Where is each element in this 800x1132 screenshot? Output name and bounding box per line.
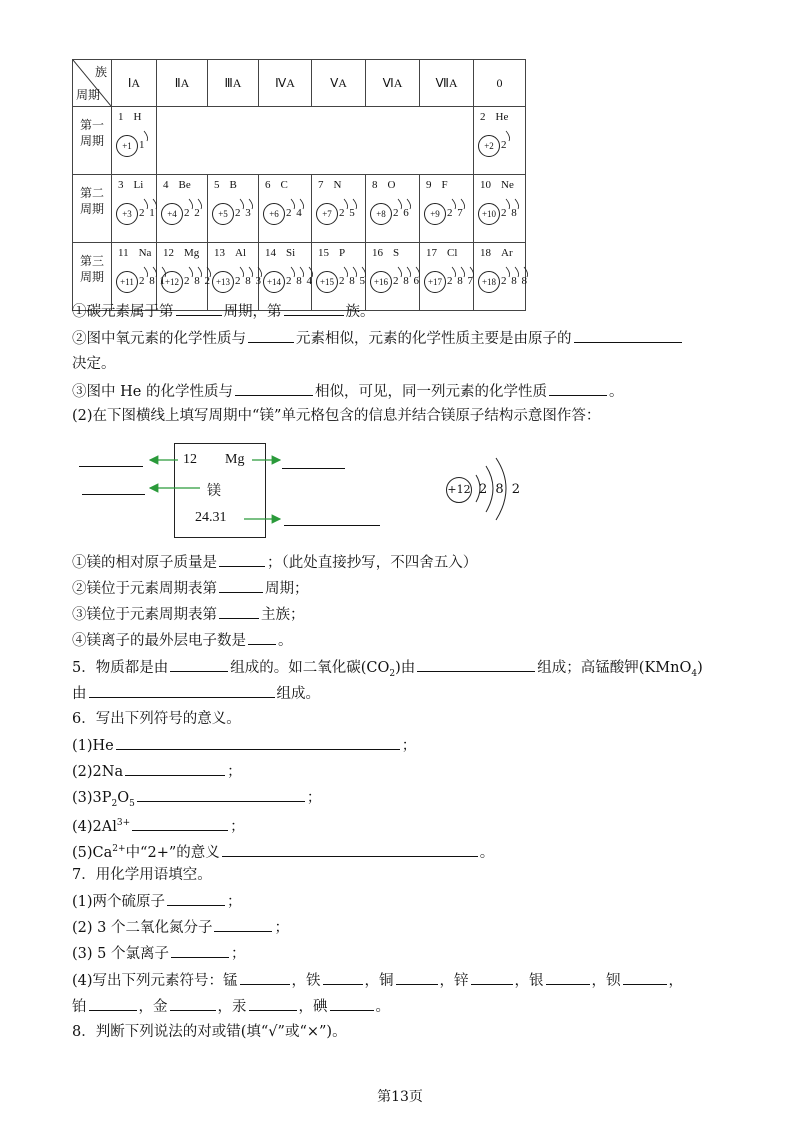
atomic-number: 6 [265,179,271,191]
element-symbol: Si [286,247,296,259]
element-symbol: C [280,179,288,191]
answer-blank[interactable] [219,552,265,567]
element-symbol: B [229,179,237,191]
atom-structure-diagram [370,197,424,229]
atom-structure-diagram [478,197,532,229]
atom-structure-diagram [316,197,370,229]
q2-item-2 [72,578,309,599]
element-header [265,179,298,191]
element-symbol: Li [133,179,144,191]
q6-item-5 [72,839,494,863]
text: ①碳元素属于第 [72,304,174,320]
element-cell [112,175,157,243]
element-symbol: F [441,179,448,191]
group-header: ⅠA [112,60,157,107]
element-symbol: Cl [447,247,458,259]
period-label-line: 周期 [79,134,104,148]
text: ； [227,894,242,910]
text: (4)2Al [72,818,117,835]
answer-blank[interactable] [623,970,667,985]
element-symbol: Al [235,247,246,259]
element-symbol: P [339,247,346,259]
answer-blank[interactable] [214,917,272,932]
q6-title: 6．写出下列符号的意义。 [72,711,241,727]
text: ①镁的相对原子质量是 [72,555,217,571]
answer-blank[interactable] [235,381,313,396]
q1-line-b2 [72,354,116,374]
electron-shells: 2 7 [447,207,464,219]
group-header: ⅢA [208,60,259,107]
text: 组成；高锰酸钾(KMnO [537,660,692,676]
atom-structure-diagram [370,265,424,297]
answer-blank[interactable] [323,970,363,985]
atomic-number: 3 [118,179,124,191]
nucleus: +9 [424,203,446,225]
atomic-number: 16 [372,247,383,259]
element-header [480,179,524,191]
answer-blank[interactable] [137,787,305,802]
atomic-number: 18 [480,247,491,259]
text: 元素相似，元素的化学性质主要是由原子的 [296,331,572,347]
text: 决定。 [72,356,116,372]
electron-shells: 2 8 3 [235,275,262,287]
q6-item-3 [72,787,321,814]
text: 主族； [261,607,305,623]
element-cell [420,243,474,311]
nucleus: +7 [316,203,338,225]
element-header [426,179,458,191]
page-footer: 第13页 [377,1089,423,1105]
q7-item-3 [72,943,245,964]
element-header [372,179,405,191]
answer-blank[interactable] [396,970,438,985]
answer-blank[interactable] [549,381,607,396]
answer-blank[interactable] [167,891,225,906]
nucleus: +11 [116,271,138,293]
answer-blank[interactable] [132,816,228,831]
group-header: ⅣA [259,60,312,107]
nucleus: +12 [161,271,183,293]
atomic-number: 12 [163,247,174,259]
electron-shells: 2 1 [139,207,156,219]
mg-name: 镁 [207,484,221,499]
text: 5．物质都是由 [72,660,169,676]
element-header [480,247,523,259]
nucleus: +2 [478,135,500,157]
q1-line-c [72,381,623,402]
period-label-line: 第三 [79,254,104,268]
text: ； [274,920,289,936]
q5-line-1 [72,657,703,684]
electron-shells: 2 8 7 [447,275,474,287]
element-header [118,179,153,191]
text: ， [668,973,684,989]
answer-blank[interactable] [240,970,290,985]
text: ，锌 [439,973,469,989]
q8-title: 8．判断下列说法的对或错(填“√”或“×”)。 [72,1024,347,1040]
text: (2) 3 个二氧化氮分子 [72,920,213,936]
answer-blank[interactable] [248,630,276,645]
period-row [73,107,526,175]
atom-structure-diagram [424,265,478,297]
element-header [318,179,351,191]
nucleus: +13 [212,271,234,293]
element-cell [259,175,312,243]
element-cell [420,175,474,243]
group-header: ⅥA [366,60,420,107]
text: ，汞 [217,999,247,1015]
text: ；（此处直接抄写，不四舍五入） [267,555,478,571]
answer-blank[interactable] [248,328,294,343]
group-header: ⅡA [157,60,208,107]
atomic-number: 14 [265,247,276,259]
text: )由 [395,660,416,676]
element-cell [474,243,526,311]
empty-cell [157,107,474,175]
mg-atom-diagram [446,450,526,530]
text: (3) 5 个氯离子 [72,946,169,962]
electron-shells: 2 5 [339,207,356,219]
nucleus: +4 [161,203,183,225]
text: ④镁离子的最外层电子数是 [72,633,246,649]
period-label-line: 第二 [79,186,104,200]
element-header [118,247,161,259]
q1-line-a [72,301,375,322]
answer-blank[interactable] [171,943,229,958]
atomic-number: 9 [426,179,432,191]
atom-structure-diagram [263,265,317,297]
q2-item-4 [72,630,293,651]
subscript: 2 [389,668,396,679]
answer-blank[interactable] [417,657,535,672]
answer-blank[interactable] [82,494,145,495]
period-label [73,175,112,243]
atomic-number: 1 [118,111,124,123]
text: (2)2Na [72,764,124,780]
element-header [372,247,409,259]
nucleus: +18 [478,271,500,293]
periodic-table [72,59,526,311]
nucleus: +17 [424,271,446,293]
nucleus: +8 [370,203,392,225]
answer-blank[interactable] [330,996,374,1011]
answer-blank[interactable] [284,525,380,526]
element-cell [312,175,366,243]
atom-structure-diagram [424,197,478,229]
q7-item-4 [72,970,683,991]
text: ②图中氧元素的化学性质与 [72,331,246,347]
electron-shells: 2 6 [393,207,410,219]
atomic-number: 4 [163,179,169,191]
answer-blank[interactable] [176,301,222,316]
corner-group-label: 族 [94,65,107,79]
text: ，钡 [591,973,621,989]
q7-item-1 [72,891,242,912]
element-symbol: Na [138,247,152,259]
text: ②镁位于元素周期表第 [72,581,217,597]
answer-blank[interactable] [282,468,345,469]
nucleus: +6 [263,203,285,225]
text: ) [697,660,703,676]
element-symbol: S [393,247,400,259]
element-symbol: Be [178,179,191,191]
text: ，铜 [364,973,394,989]
group-header: ⅦA [420,60,474,107]
subscript: 5 [129,798,135,809]
mg-shells: 2 8 2 [479,482,523,497]
period-label-line: 周期 [79,270,104,284]
q7-item-5 [72,996,390,1017]
atom-structure-diagram [478,265,532,297]
text: (4)写出下列元素符号：锰 [72,973,238,989]
answer-blank[interactable] [170,996,216,1011]
element-cell [112,107,157,175]
atomic-number: 7 [318,179,324,191]
text: 相似，可见，同一列元素的化学性质 [314,384,547,400]
atomic-number: 2 [480,111,486,123]
mg-symbol: Mg [225,452,245,467]
atom-structure-diagram [478,129,532,161]
q2-intro: (2)在下图横线上填写周期中“镁”单元格包含的信息并结合镁原子结构示意图作答： [72,408,601,424]
electron-shells: 2 2 [184,207,201,219]
text: 周期； [265,581,309,597]
element-header [163,247,209,259]
nucleus: +14 [263,271,285,293]
text: 。 [608,384,624,400]
electron-shells: 2 8 5 [339,275,366,287]
electron-shells: 2 4 [286,207,303,219]
answer-blank[interactable] [574,328,682,343]
q7-title: 7．用化学用语填空。 [72,867,212,883]
text: ，银 [514,973,544,989]
electron-shells: 2 3 [235,207,252,219]
electron-shells: 2 8 [501,207,518,219]
text: 组成的。如二氧化碳(CO [230,660,390,676]
superscript: 2+ [112,844,126,854]
atomic-number: 11 [118,247,129,259]
answer-blank[interactable] [170,657,228,672]
q2-item-3 [72,604,305,625]
nucleus: +10 [478,203,500,225]
group-header: 0 [474,60,526,107]
element-cell [208,175,259,243]
element-symbol: H [133,111,142,123]
text: ③镁位于元素周期表第 [72,607,217,623]
answer-blank[interactable] [546,970,590,985]
element-header [426,247,467,259]
element-symbol: He [495,111,509,123]
atom-structure-diagram [316,265,370,297]
mg-nucleus: +12 [446,477,472,503]
text: 族。 [345,304,375,320]
period-label-line: 第一 [79,118,104,132]
q1-line-b [72,328,684,349]
element-symbol: N [333,179,342,191]
element-header [118,111,151,123]
electron-shells: 2 [501,139,508,151]
element-header [265,247,305,259]
q6-item-4 [72,813,245,837]
answer-blank[interactable] [116,735,400,750]
element-symbol: O [387,179,396,191]
text: (3)3P [72,790,112,806]
answer-blank[interactable] [222,842,478,857]
element-cell [474,175,526,243]
text: (5)Ca [72,844,113,861]
group-header: ⅤA [312,60,366,107]
text: 。 [278,633,293,649]
text: 周期，第 [223,304,282,320]
subscript: 4 [691,668,698,679]
element-symbol: Ne [501,179,514,191]
q7-item-2 [72,917,289,938]
answer-blank[interactable] [89,683,275,698]
text: 中“2+”的意义 [125,844,220,861]
nucleus: +5 [212,203,234,225]
text: ； [306,790,322,806]
electron-shells: 2 8 8 [501,275,528,287]
element-cell [474,107,526,175]
period-label [73,107,112,175]
answer-blank[interactable] [219,604,259,619]
element-symbol: Mg [184,247,200,259]
q5-line-2 [72,683,320,704]
q6-item-2 [72,761,242,782]
answer-blank[interactable] [471,970,513,985]
element-header [318,247,355,259]
answer-blank[interactable] [219,578,263,593]
electron-shells: 1 [139,139,146,151]
mg-atomic-mass: 24.31 [195,510,227,525]
element-cell [366,175,420,243]
answer-blank[interactable] [89,996,137,1011]
text: ，碘 [298,999,328,1015]
electron-shells: 2 8 6 [393,275,420,287]
table-corner [73,60,112,107]
element-header [214,247,256,259]
atomic-number: 8 [372,179,378,191]
mg-atomic-number: 12 [183,452,197,467]
answer-blank[interactable] [249,996,297,1011]
answer-blank[interactable] [125,761,225,776]
period-row [73,175,526,243]
answer-blank[interactable] [284,301,344,316]
atomic-number: 17 [426,247,437,259]
atom-structure-diagram [263,197,317,229]
subscript: 2 [111,798,118,809]
text: ，金 [138,999,168,1015]
electron-shells: 2 8 4 [286,275,313,287]
text: 。 [375,999,390,1015]
period-label-line: 周期 [79,202,104,216]
text: ，铁 [291,973,321,989]
atomic-number: 15 [318,247,329,259]
text: 。 [479,844,495,861]
element-symbol: Ar [501,247,513,259]
nucleus: +15 [316,271,338,293]
text: 铂 [72,999,87,1015]
text: (1)He [72,738,114,754]
q2-item-1 [72,552,477,573]
nucleus: +16 [370,271,392,293]
text: (1)两个硫原子 [72,894,166,910]
text: ； [401,738,417,754]
text: ； [230,818,245,835]
text: ； [227,764,242,780]
q6-item-1 [72,735,416,756]
text: ③图中 He 的化学性质与 [72,384,233,400]
atomic-number: 5 [214,179,220,191]
text: 由 [72,686,87,702]
element-header [214,179,247,191]
element-header [163,179,201,191]
atomic-number: 10 [480,179,491,191]
text: O [117,790,130,806]
answer-blank[interactable] [79,466,143,467]
electron-shells: 2 8 2 [184,275,211,287]
corner-period-label: 周期 [76,88,101,102]
electron-shells: 2 8 1 [139,275,166,287]
element-cell [157,175,208,243]
atomic-number: 13 [214,247,225,259]
element-header [480,111,518,123]
superscript: 3+ [116,818,131,828]
nucleus: +1 [116,135,138,157]
nucleus: +3 [116,203,138,225]
text: 组成。 [276,686,320,702]
text: ； [230,946,246,962]
